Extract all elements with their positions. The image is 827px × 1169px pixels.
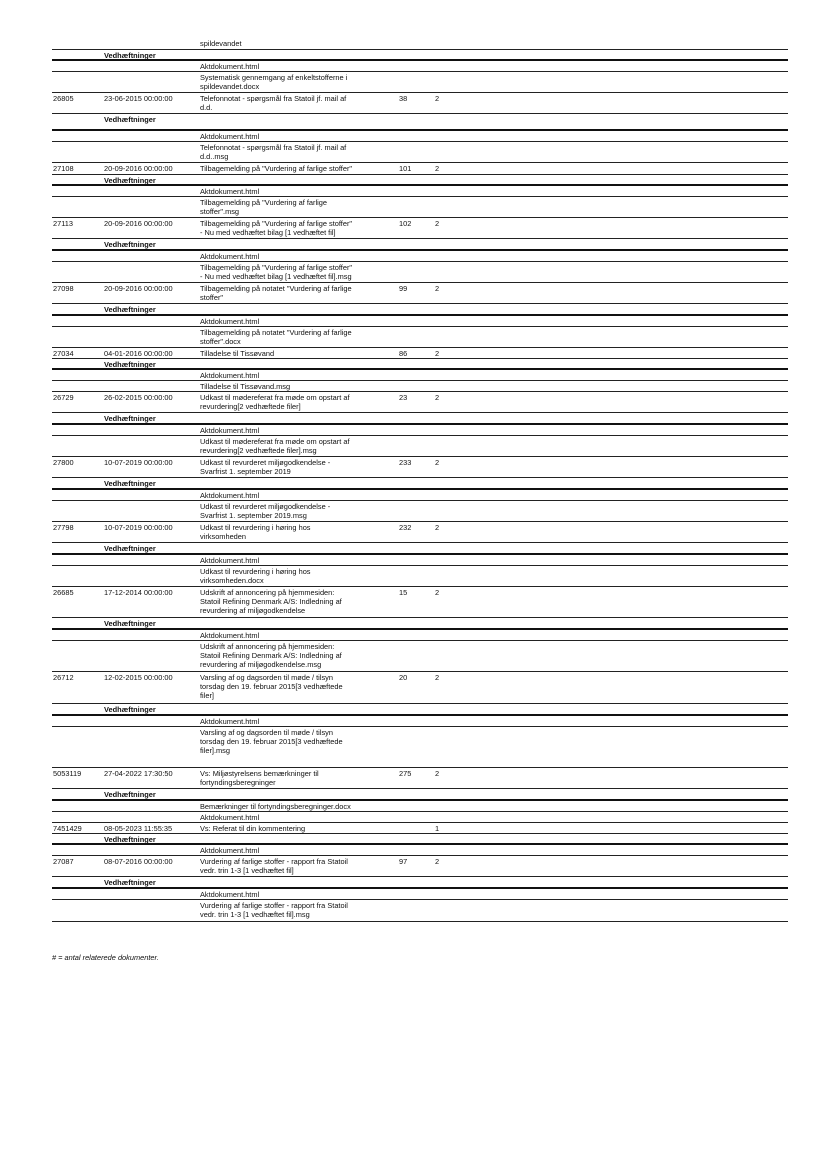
attachments-label: Vedhæftninger	[104, 115, 156, 124]
doc-count: 38	[399, 94, 408, 103]
attachment-filename: Aktdokument.html	[200, 813, 260, 822]
attachments-label: Vedhæftninger	[104, 240, 156, 249]
attachment-filename: spildevandet	[200, 39, 242, 48]
doc-date: 10-07-2019 00:00:00	[104, 458, 173, 467]
doc-id: 26729	[53, 393, 74, 402]
attachments-header-row	[52, 704, 788, 716]
attachment-filename: Tilbagemelding på "Vurdering af farlige stoffer".msg	[200, 198, 327, 216]
doc-title: Udskrift af annoncering på hjemmesiden: Statoil Refining Denmark A/S: Indledning af revurdering af miljøgodkendelse	[200, 588, 342, 615]
attachments-header-row	[52, 359, 788, 370]
attachments-label: Vedhæftninger	[104, 479, 156, 488]
document-row	[52, 457, 788, 478]
doc-id: 27800	[53, 458, 74, 467]
attachments-label: Vedhæftninger	[104, 705, 156, 714]
document-table	[52, 38, 788, 922]
doc-title: Udkast til revurderet miljøgodkendelse - Svarfrist 1. september 2019	[200, 458, 331, 476]
attachment-filename: Aktdokument.html	[200, 252, 260, 261]
doc-count: 101	[399, 164, 412, 173]
doc-related: 2	[435, 94, 440, 103]
doc-title: Vs: Miljøstyrelsens bemærkninger til fortyndingsberegninger	[200, 769, 319, 787]
doc-date: 08-05-2023 11:55:35	[104, 824, 173, 833]
doc-id: 26805	[53, 94, 74, 103]
doc-count: 232	[399, 523, 412, 532]
attachment-row	[52, 425, 788, 436]
attachment-row	[52, 61, 788, 72]
doc-related: 1	[435, 824, 440, 833]
attachment-filename: Udkast til revurderet miljøgodkendelse - Svarfrist 1. september 2019.msg	[200, 502, 331, 520]
attachment-filename: Telefonnotat - spørgsmål fra Statoil jf. mail af d.d..msg	[200, 143, 347, 161]
attachment-filename: Udskrift af annoncering på hjemmesiden: Statoil Refining Denmark A/S: Indledning af revurdering af miljøgodkendelse.msg	[200, 642, 342, 669]
attachment-filename: Varsling af og dagsorden til møde / tilsyn torsdag den 19. februar 2015[3 vedhæftede filer].msg	[200, 728, 343, 755]
doc-related: 2	[435, 284, 440, 293]
attachment-row	[52, 555, 788, 566]
doc-id: 7451429	[53, 824, 82, 833]
attachment-row	[52, 370, 788, 381]
doc-count: 23	[399, 393, 408, 402]
doc-related: 2	[435, 458, 440, 467]
doc-related: 2	[435, 769, 440, 778]
document-row	[52, 672, 788, 704]
doc-related: 2	[435, 857, 440, 866]
attachment-row	[52, 727, 788, 768]
attachment-filename: Bemærkninger til fortyndingsberegninger.docx	[200, 802, 351, 811]
footnote: # = antal relaterede dokumenter.	[52, 953, 159, 962]
attachments-label: Vedhæftninger	[104, 414, 156, 423]
attachment-row	[52, 630, 788, 641]
doc-id: 5053119	[53, 769, 82, 778]
attachment-row	[52, 566, 788, 587]
doc-title: Tilbagemelding på "Vurdering af farlige stoffer" - Nu med vedhæftet bilag [1 vedhæftet fil]	[200, 219, 353, 237]
doc-title: Tilladelse til Tissøvand	[200, 349, 275, 358]
attachments-label: Vedhæftninger	[104, 790, 156, 799]
attachments-header-row	[52, 834, 788, 845]
attachment-filename: Tilbagemelding på notatet "Vurdering af farlige stoffer".docx	[200, 328, 352, 346]
doc-date: 08-07-2016 00:00:00	[104, 857, 173, 866]
doc-date: 20-09-2016 00:00:00	[104, 164, 173, 173]
attachment-filename: Aktdokument.html	[200, 187, 260, 196]
doc-id: 27798	[53, 523, 74, 532]
doc-date: 17-12-2014 00:00:00	[104, 588, 173, 597]
attachment-row	[52, 72, 788, 93]
document-row	[52, 218, 788, 239]
document-row	[52, 823, 788, 834]
attachment-filename: Aktdokument.html	[200, 317, 260, 326]
doc-title: Telefonnotat - spørgsmål fra Statoil jf. mail af d.d.	[200, 94, 347, 112]
doc-date: 26-02-2015 00:00:00	[104, 393, 173, 402]
attachment-row	[52, 327, 788, 348]
attachments-label: Vedhæftninger	[104, 305, 156, 314]
doc-related: 2	[435, 164, 440, 173]
attachments-label: Vedhæftninger	[104, 835, 156, 844]
attachment-row	[52, 716, 788, 727]
doc-id: 27087	[53, 857, 74, 866]
attachments-header-row	[52, 877, 788, 889]
attachment-filename: Systematisk gennemgang af enkeltstofferne i spildevandet.docx	[200, 73, 348, 91]
attachment-filename: Aktdokument.html	[200, 631, 260, 640]
doc-count: 97	[399, 857, 408, 866]
attachments-header-row	[52, 50, 788, 61]
doc-date: 10-07-2019 00:00:00	[104, 523, 173, 532]
attachment-row	[52, 316, 788, 327]
doc-title: Vurdering af farlige stoffer - rapport fra Statoil vedr. trin 1-3 [1 vedhæftet fil]	[200, 857, 348, 875]
doc-related: 2	[435, 393, 440, 402]
document-row	[52, 522, 788, 543]
attachment-filename: Aktdokument.html	[200, 491, 260, 500]
doc-date: 23-06-2015 00:00:00	[104, 94, 173, 103]
doc-title: Udkast til mødereferat fra møde om opstart af revurdering[2 vedhæftede filer]	[200, 393, 350, 411]
doc-date: 27-04-2022 17:30:50	[104, 769, 173, 778]
attachment-filename: Aktdokument.html	[200, 890, 260, 899]
doc-count: 20	[399, 673, 408, 682]
attachment-filename: Udkast til revurdering i høring hos virksomheden.docx	[200, 567, 311, 585]
attachments-header-row	[52, 175, 788, 186]
attachments-header-row	[52, 239, 788, 251]
doc-id: 27108	[53, 164, 74, 173]
attachments-label: Vedhæftninger	[104, 360, 156, 369]
attachment-filename: Udkast til mødereferat fra møde om opstart af revurdering[2 vedhæftede filer].msg	[200, 437, 350, 455]
attachments-label: Vedhæftninger	[104, 619, 156, 628]
attachment-row	[52, 889, 788, 900]
attachment-row	[52, 436, 788, 457]
doc-count: 86	[399, 349, 408, 358]
attachment-filename: Tilbagemelding på "Vurdering af farlige stoffer" - Nu med vedhæftet bilag [1 vedhæftet fil].msg	[200, 263, 353, 281]
doc-id: 27113	[53, 219, 74, 228]
doc-date: 04-01-2016 00:00:00	[104, 349, 173, 358]
doc-title: Udkast til revurdering i høring hos virksomheden	[200, 523, 311, 541]
attachments-label: Vedhæftninger	[104, 51, 156, 60]
attachment-filename: Vurdering af farlige stoffer - rapport fra Statoil vedr. trin 1-3 [1 vedhæftet fil].msg	[200, 901, 348, 919]
attachments-label: Vedhæftninger	[104, 544, 156, 553]
attachment-row	[52, 131, 788, 142]
attachment-row	[52, 197, 788, 218]
attachment-row	[52, 251, 788, 262]
document-row	[52, 93, 788, 114]
doc-count: 102	[399, 219, 412, 228]
document-row	[52, 587, 788, 618]
attachment-row	[52, 801, 788, 812]
attachment-row	[52, 381, 788, 392]
attachment-filename: Aktdokument.html	[200, 371, 260, 380]
attachment-filename: Aktdokument.html	[200, 132, 260, 141]
attachments-label: Vedhæftninger	[104, 878, 156, 887]
attachment-row	[52, 845, 788, 856]
document-row	[52, 392, 788, 413]
attachments-header-row	[52, 789, 788, 801]
attachments-header-row	[52, 618, 788, 630]
doc-date: 20-09-2016 00:00:00	[104, 219, 173, 228]
attachments-label: Vedhæftninger	[104, 176, 156, 185]
attachment-filename: Tilladelse til Tissøvand.msg	[200, 382, 291, 391]
document-row	[52, 348, 788, 359]
document-row	[52, 768, 788, 789]
doc-id: 27034	[53, 349, 74, 358]
doc-id: 26712	[53, 673, 74, 682]
attachment-row	[52, 142, 788, 163]
attachment-row	[52, 900, 788, 922]
attachments-header-row	[52, 304, 788, 316]
doc-count: 99	[399, 284, 408, 293]
attachment-row	[52, 501, 788, 522]
doc-related: 2	[435, 588, 440, 597]
attachment-row	[52, 641, 788, 672]
doc-related: 2	[435, 349, 440, 358]
attachment-row	[52, 490, 788, 501]
attachment-filename: Aktdokument.html	[200, 426, 260, 435]
document-row	[52, 856, 788, 877]
attachment-row	[52, 262, 788, 283]
doc-title: Vs: Referat til din kommentering	[200, 824, 306, 833]
doc-id: 27098	[53, 284, 74, 293]
attachment-row	[52, 38, 788, 50]
doc-count: 233	[399, 458, 412, 467]
doc-related: 2	[435, 523, 440, 532]
attachment-row	[52, 186, 788, 197]
attachments-header-row	[52, 543, 788, 555]
doc-title: Tilbagemelding på notatet "Vurdering af farlige stoffer"	[200, 284, 352, 302]
doc-count: 275	[399, 769, 412, 778]
doc-related: 2	[435, 219, 440, 228]
attachments-header-row	[52, 413, 788, 425]
attachment-filename: Aktdokument.html	[200, 556, 260, 565]
document-row	[52, 163, 788, 175]
attachments-header-row	[52, 114, 788, 131]
doc-date: 12-02-2015 00:00:00	[104, 673, 173, 682]
attachment-filename: Aktdokument.html	[200, 62, 260, 71]
attachment-filename: Aktdokument.html	[200, 846, 260, 855]
attachments-header-row	[52, 478, 788, 490]
doc-count: 15	[399, 588, 408, 597]
document-row	[52, 283, 788, 304]
doc-id: 26685	[53, 588, 74, 597]
doc-date: 20-09-2016 00:00:00	[104, 284, 173, 293]
attachment-filename: Aktdokument.html	[200, 717, 260, 726]
doc-title: Tilbagemelding på "Vurdering af farlige stoffer"	[200, 164, 353, 173]
doc-title: Varsling af og dagsorden til møde / tilsyn torsdag den 19. februar 2015[3 vedhæftede filer]	[200, 673, 343, 700]
attachment-row	[52, 812, 788, 823]
doc-related: 2	[435, 673, 440, 682]
